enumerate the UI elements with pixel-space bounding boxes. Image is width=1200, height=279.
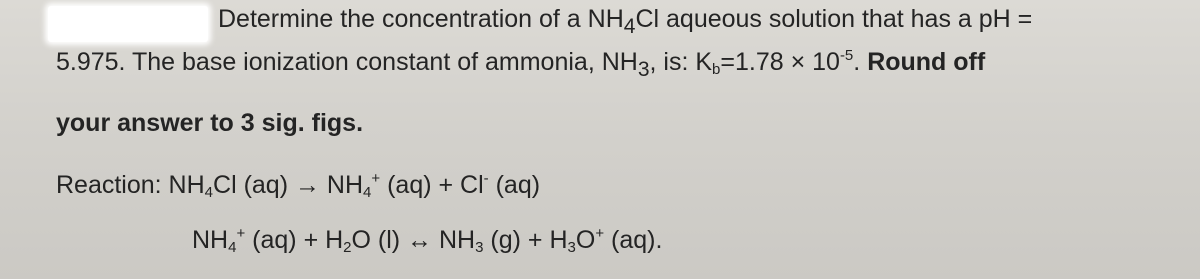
round-off-instruction: Round off [867, 48, 986, 76]
question-line-1: Determine the concentration of a $NH_4Cl$ aqueous solution that has a pH = [218, 5, 1033, 38]
question-line-3: your answer to 3 sig. figs. [56, 109, 364, 137]
redaction-patch [48, 6, 208, 42]
reaction-equation-2: NH4+ (aq) + H2O (l) ↔ NH3 (g) + H3O+ (aq). [192, 225, 663, 256]
reaction-equation-1: Reaction: NH4Cl (aq) → NH4+ (aq) + Cl- (aq) [56, 170, 541, 201]
question-line-2: 5.975. The base ionization constant of ammonia, $NH_3$, is: $Kb=1.78 \times 10^{-5}$. Round off [56, 47, 986, 81]
